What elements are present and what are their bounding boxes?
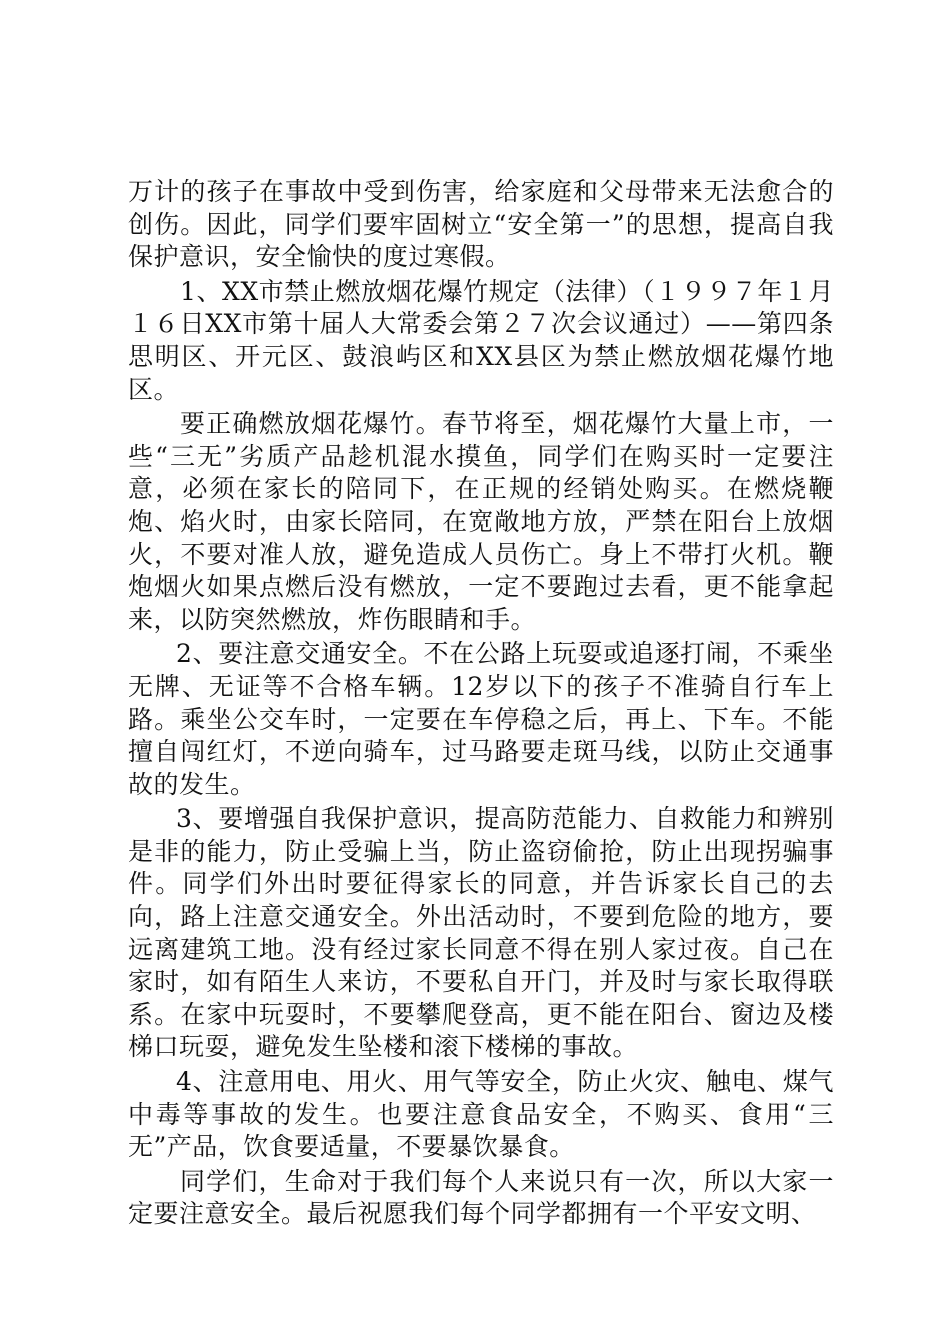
paragraph-fireworks-safety: 要正确燃放烟花爆竹。春节将至，烟花爆竹大量上市，一些“三无”劣质产品趁机混水摸鱼，同学们在购买时一定要注意，必须在家长的陪同下，在正规的经销处购买。在燃烧鞭炮、焰火时，由家长陪同，在宽敞地方放，严禁在阳台上放烟火，不要对准人放，避免造成人员伤亡。身上不带打火机。鞭炮烟火如果点燃后没有燃放，一定不要跑过去看，更不能拿起来，以防突然燃放，炸伤眼睛和手。 [128, 409, 834, 634]
paragraph-self-protection: 3、要增强自我保护意识，提高防范能力、自救能力和辨别是非的能力，防止受骗上当，防止盗窃偷抢，防止出现拐骗事件。同学们外出时要征得家长的同意，并告诉家长自己的去向，路上注意交通安全。外出活动时，不要到危险的地方，要远离建筑工地。没有经过家长同意不得在别人家过夜。自己在家时，如有陌生人来访，不要私自开门，并及时与家长取得联系。在家中玩耍时，不要攀爬登高，更不能在阳台、窗边及楼梯口玩耍，避免发生坠楼和滚下楼梯的事故。 [128, 804, 834, 1062]
paragraph-utility-food-safety: 4、注意用电、用火、用气等安全，防止火灾、触电、煤气中毒等事故的发生。也要注意食品安全，不购买、食用“三无”产品，饮食要适量，不要暴饮暴食。 [128, 1067, 834, 1162]
paragraph-intro-continued: 万计的孩子在事故中受到伤害，给家庭和父母带来无法愈合的创伤。因此，同学们要牢固树立“安全第一”的思想，提高自我保护意识，安全愉快的度过寒假。 [128, 177, 834, 272]
paragraph-traffic-safety: 2、要注意交通安全。不在公路上玩耍或追逐打闹，不乘坐无牌、无证等不合格车辆。12岁以下的孩子不准骑自行车上路。乘坐公交车时，一定要在车停稳之后，再上、下车。不能擅自闯红灯，不逆向骑车，过马路要走斑马线，以防止交通事故的发生。 [128, 639, 834, 799]
paragraph-closing: 同学们，生命对于我们每个人来说只有一次，所以大家一定要注意安全。最后祝愿我们每个同学都拥有一个平安文明、 [128, 1166, 834, 1229]
document-body [128, 176, 834, 1233]
paragraph-fireworks-regulation: 1、XX市禁止燃放烟花爆竹规定（法律）（１９９７年１月１６日XX市第十届人大常委会第２７次会议通过）——第四条思明区、开元区、鼓浪屿区和XX县区为禁止燃放烟花爆竹地区。 [128, 276, 834, 404]
